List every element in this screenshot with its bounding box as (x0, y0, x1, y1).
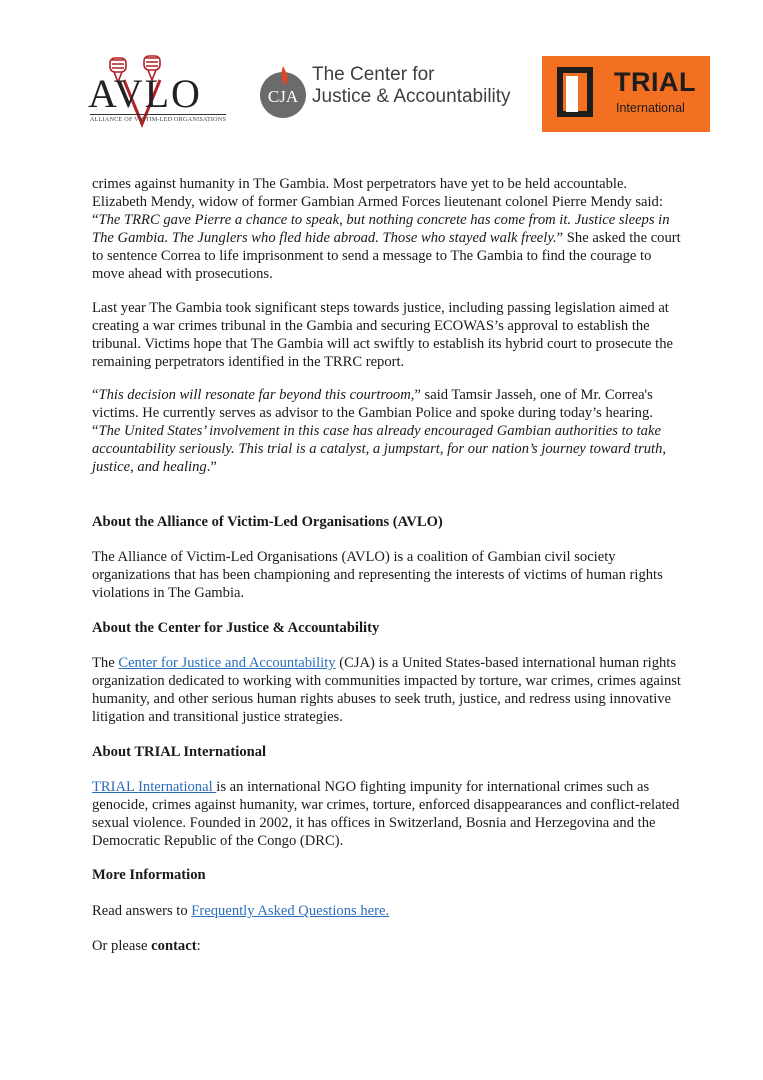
trial-subtitle: International (616, 101, 685, 115)
paragraph-text: (CJA) is a United States-based international human rights organization dedicated to working with communities impacted by torture, war crimes, crimes against humanity, and other serious human rights abuses to seek truth, justice, and redress using innovative litigation and transitional justice strategies. (92, 655, 681, 725)
contact-label: contact (151, 938, 197, 954)
quote-mark: “ (92, 387, 99, 403)
cja-mark: CJA (267, 87, 299, 106)
paragraph-text: Or please (92, 938, 152, 954)
partner-logos (0, 50, 763, 140)
trial-wordmark: TRIAL (614, 67, 696, 97)
paragraph-text: crimes against humanity in The Gambia. Most perpetrators have yet to be held accountable. Elizabeth Mendy, widow of former Gambian Armed Forces lieutenant colonel Pierre Mendy said: “ (92, 176, 663, 228)
cja-logo (258, 62, 522, 124)
heading-more-information: More Information (92, 867, 206, 883)
quote-mark: .” (206, 459, 217, 475)
paragraph-text: ” She asked the court to sentence Correa to life imprisonment to send a message to The Gambia to find the courage to move ahead with prosecutions. (92, 230, 681, 282)
paragraph-text: The (92, 655, 119, 671)
paragraph-contact (92, 937, 201, 955)
paragraph-text: : (196, 938, 201, 954)
heading-about-cja: About the Center for Justice & Accountability (92, 620, 380, 636)
cja-title-line2: Justice & Accountability (312, 86, 511, 107)
avlo-wordmark: AVLO (88, 71, 202, 116)
heading-about-avlo: About the Alliance of Victim-Led Organisations (AVLO) (92, 514, 443, 530)
paragraph-about-cja (92, 654, 682, 726)
trial-link[interactable]: TRIAL International (92, 779, 217, 795)
cja-title (312, 64, 511, 108)
paragraph-text: is an international NGO fighting impunity for international crimes such as genocide, crimes against humanity, war crimes, torture, enforced disappearances and conflict-related sexual violence. Founded in 2002, it has offices in Switzerland, Bosnia and Herzegovina and the Democratic Republic of the Congo (DRC). (92, 779, 680, 849)
paragraph-faq (92, 902, 389, 920)
quote-jasseh-2: The United States’ involvement in this case has already encouraged Gambian authorities to take accountability seriously. This trial is a catalyst, a jumpstart, for our nation’s journey toward truth, justice, and healing (92, 423, 667, 475)
paragraph-about-trial (92, 778, 682, 850)
paragraph-jasseh (92, 386, 682, 476)
trial-logo (542, 56, 710, 132)
cja-link[interactable]: Center for Justice and Accountability (118, 655, 336, 671)
quote-jasseh-1: This decision will resonate far beyond this courtroom (98, 387, 411, 403)
quote-mendy: The TRRC gave Pierre a chance to speak, but nothing concrete has come from it. Justice sleeps in The Gambia. The Junglers who fled hide abroad. Those who stayed walk freely. (92, 212, 670, 246)
paragraph-mendy (92, 175, 682, 283)
heading-about-trial: About TRIAL International (92, 744, 267, 760)
paragraph-justice-steps: Last year The Gambia took significant steps towards justice, including passing legislation aimed at creating a war crimes tribunal in the Gambia and securing ECOWAS’s approval to establish the tribunal. Victims hope that The Gambia will act swiftly to establish its hybrid court to prosecute the remaining perpetrators identified in the TRRC report. (92, 300, 674, 370)
paragraph-about-avlo: The Alliance of Victim-Led Organisations (AVLO) is a coalition of Gambian civil society organizations that has been championing and representing the interests of victims of human rights violations in The Gambia. (92, 549, 663, 601)
cja-title-line1: The Center for (312, 64, 435, 85)
paragraph-text: ,” said Tamsir Jasseh, one of Mr. Correa's victims. He currently serves as advisor to the Gambian Police and spoke during today’s hearing. “ (92, 387, 653, 439)
door-icon (542, 56, 602, 132)
cja-flame-icon (258, 62, 310, 124)
paragraph-text: Read answers to (92, 903, 192, 919)
avlo-subtitle: ALLIANCE OF VICTIM-LED ORGANISATIONS (90, 116, 227, 123)
faq-link[interactable]: Frequently Asked Questions here. (191, 903, 390, 919)
avlo-logo (86, 50, 226, 136)
